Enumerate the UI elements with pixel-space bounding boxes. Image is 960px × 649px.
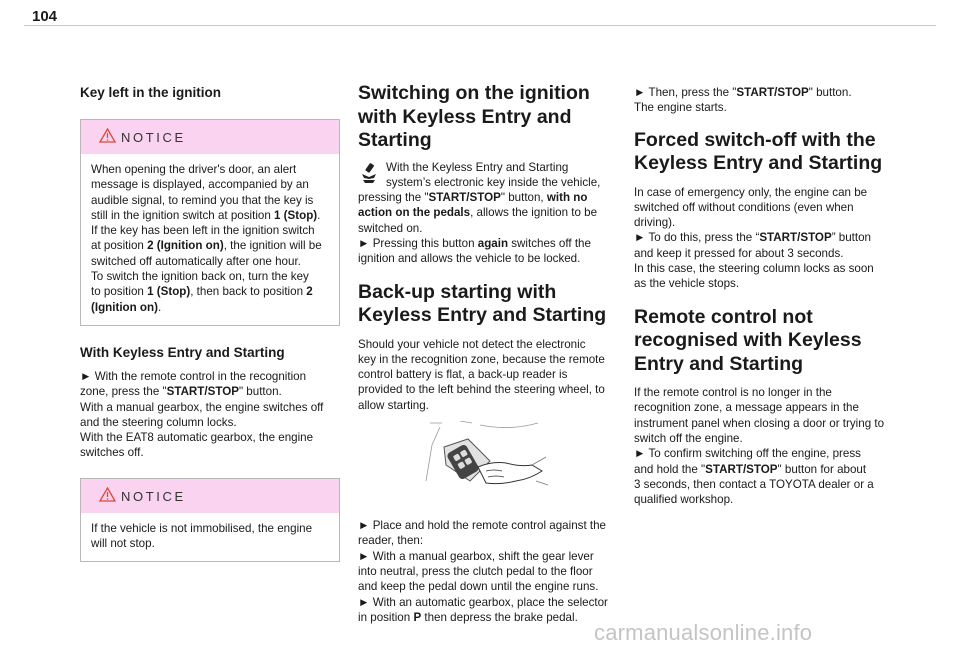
title-line: recognised with Keyless	[634, 329, 862, 352]
text-span: 1 (Stop)	[147, 285, 191, 299]
text-line: With the EAT8 automatic gearbox, the engine	[80, 431, 314, 445]
title-line: Entry and Starting	[634, 352, 804, 375]
backup-paragraph	[358, 337, 618, 413]
text-line: When opening the driver's door, an alert	[91, 163, 297, 176]
text-span: again	[477, 236, 509, 250]
text-line: and the steering column locks.	[80, 415, 237, 429]
column-left	[80, 78, 342, 562]
title-line: Forced switch-off with the	[634, 128, 876, 151]
page-number: 104	[32, 8, 58, 25]
text-span: at position	[91, 239, 148, 253]
text-line: switched off automatically after one hour.	[91, 254, 301, 268]
section-heading-key-left: Key left in the ignition	[80, 85, 221, 100]
text-line	[91, 208, 329, 223]
text-span: P	[413, 610, 422, 624]
text-line: switch off the engine.	[634, 432, 743, 446]
text-line: allow starting.	[358, 398, 429, 412]
title-line: Keyless Entry and Starting	[358, 304, 607, 327]
text-line: provided to the left behind the steering wheel, to	[358, 383, 605, 397]
text-span: , allows the ignition to be	[470, 206, 598, 220]
title-line: with Keyless Entry and	[358, 105, 572, 128]
text-span: " button,	[500, 191, 547, 205]
text-span: action on the pedals	[358, 206, 471, 220]
text-line: recognition zone, a message appears in the	[634, 401, 859, 415]
notice-box	[80, 119, 340, 326]
text-line	[358, 610, 618, 625]
text-line: With a manual gearbox, the engine switches off	[80, 400, 324, 414]
remote-paragraph	[634, 385, 896, 507]
text-line: If the remote control is no longer in the	[634, 386, 832, 400]
notice-body	[81, 513, 339, 562]
text-line	[634, 462, 896, 477]
text-line: instrument panel when closing a door or trying to	[634, 416, 885, 430]
text-span: , the ignition will be	[223, 239, 322, 253]
backup-reader-illustration	[420, 421, 618, 510]
text-line	[358, 205, 618, 220]
text-span: in position	[358, 610, 414, 624]
column-middle	[358, 82, 618, 625]
text-span: (Ignition on)	[91, 300, 158, 314]
text-line: as the vehicle stops.	[634, 277, 740, 291]
text-span: .	[157, 300, 162, 314]
notice-label: NOTICE	[121, 488, 186, 504]
text-line	[80, 384, 342, 399]
text-line: ► With a manual gearbox, shift the gear lever	[358, 549, 594, 563]
text-line: ► Place and hold the remote control against the	[358, 519, 607, 533]
text-span: then depress the brake pedal.	[421, 610, 578, 624]
text-span: , then back to position	[190, 285, 307, 299]
text-line: system’s electronic key inside the vehicle,	[386, 175, 601, 189]
text-line: driving).	[634, 216, 676, 230]
text-line: If the key has been left in the ignition switch	[91, 224, 315, 238]
text-span: still in the ignition switch at position	[91, 208, 275, 222]
start-paragraph	[634, 85, 896, 116]
text-line: In case of emergency only, the engine can be	[634, 185, 868, 199]
text-span: zone, press the "	[80, 385, 167, 399]
text-span: " button for about	[777, 462, 867, 476]
title-line: Back-up starting with	[358, 280, 557, 303]
text-span: ► Then, press the "	[634, 86, 737, 99]
text-span: START/STOP	[428, 191, 501, 205]
text-line: key in the recognition zone, because the remote	[358, 352, 605, 366]
forced-paragraph	[634, 185, 896, 292]
text-line: With the Keyless Entry and Starting	[386, 160, 569, 174]
text-line: 3 seconds, then contact a TOYOTA dealer or a	[634, 477, 874, 491]
notice-box	[80, 478, 340, 563]
section-title-forced-switch-off	[634, 129, 896, 176]
title-line: Remote control not	[634, 305, 813, 328]
switching-on-paragraph	[358, 160, 618, 267]
section-title-backup-starting	[358, 281, 618, 328]
keyless-paragraph	[80, 369, 342, 461]
text-span: START/STOP	[166, 385, 239, 399]
notice-header	[81, 479, 339, 513]
warning-triangle-icon	[99, 128, 116, 148]
column-right	[634, 82, 896, 508]
text-span: " button.	[808, 86, 852, 99]
text-span: ► To do this, press the “	[634, 231, 760, 245]
text-line	[634, 230, 896, 245]
text-line: audible signal, to remind you that the key is	[91, 193, 314, 207]
text-line	[91, 284, 329, 299]
text-line: message is displayed, accompanied by an	[91, 178, 309, 192]
text-span: pressing the "	[358, 191, 429, 205]
text-line	[634, 85, 896, 100]
text-span: START/STOP	[736, 86, 809, 99]
notice-header	[81, 120, 339, 154]
text-span: .	[317, 208, 321, 222]
text-line: switched on.	[358, 221, 423, 235]
text-line: reader, then:	[358, 534, 424, 548]
text-line: qualified workshop.	[634, 493, 734, 507]
text-span: with no	[546, 191, 588, 205]
text-span: to position	[91, 285, 148, 299]
text-span: START/STOP	[759, 231, 832, 245]
text-line: into neutral, press the clutch pedal to the floor	[358, 564, 593, 578]
text-line: ► To confirm switching off the engine, press	[634, 447, 861, 461]
text-span: 2	[306, 285, 313, 299]
title-line: Switching on the ignition	[358, 82, 590, 104]
section-title-switching-on	[358, 82, 618, 153]
text-line: control battery is flat, a back-up reader is	[358, 368, 568, 382]
notice-body	[81, 154, 339, 325]
warning-triangle-icon	[99, 487, 116, 507]
text-span: switches off the	[508, 236, 591, 250]
notice-label: NOTICE	[121, 130, 186, 145]
text-span: 1 (Stop)	[274, 208, 318, 222]
text-line: switches off.	[80, 446, 144, 460]
text-line: ► With the remote control in the recognition	[80, 369, 307, 383]
text-line	[91, 238, 329, 253]
text-line: and keep the pedal down until the engine runs.	[358, 580, 599, 594]
section-title-remote-not-recognised	[634, 306, 896, 377]
text-span: ► Pressing this button	[358, 236, 478, 250]
text-line	[358, 190, 618, 205]
text-span: START/STOP	[705, 462, 778, 476]
text-line: ► With an automatic gearbox, place the selector	[358, 595, 608, 609]
title-line: Starting	[358, 129, 432, 151]
text-line	[358, 236, 618, 251]
text-span: and hold the "	[634, 462, 706, 476]
backup-steps	[358, 518, 618, 625]
watermark-text: carmanualsonline.info	[594, 620, 813, 645]
text-span: 2 (Ignition on)	[147, 239, 224, 253]
header-rule	[24, 25, 936, 26]
text-line: In this case, the steering column locks as soon	[634, 262, 874, 276]
title-line: Keyless Entry and Starting	[634, 152, 883, 175]
text-span: ” button	[831, 231, 872, 245]
text-line: switched off without conditions (even when	[634, 200, 854, 214]
text-line	[91, 300, 329, 315]
text-line: If the vehicle is not immobilised, the engine	[91, 521, 313, 535]
text-span: " button.	[238, 385, 282, 399]
electronic-key-icon	[360, 162, 378, 189]
text-line: Should your vehicle not detect the electronic	[358, 337, 586, 351]
section-heading-keyless: With Keyless Entry and Starting	[80, 344, 285, 360]
text-line: ignition and allows the vehicle to be locked.	[358, 252, 581, 266]
text-line: will not stop.	[91, 537, 155, 551]
text-line: To switch the ignition back on, turn the key	[91, 270, 309, 284]
text-line: and keep it pressed for about 3 seconds.	[634, 246, 844, 260]
text-line: The engine starts.	[634, 101, 727, 115]
